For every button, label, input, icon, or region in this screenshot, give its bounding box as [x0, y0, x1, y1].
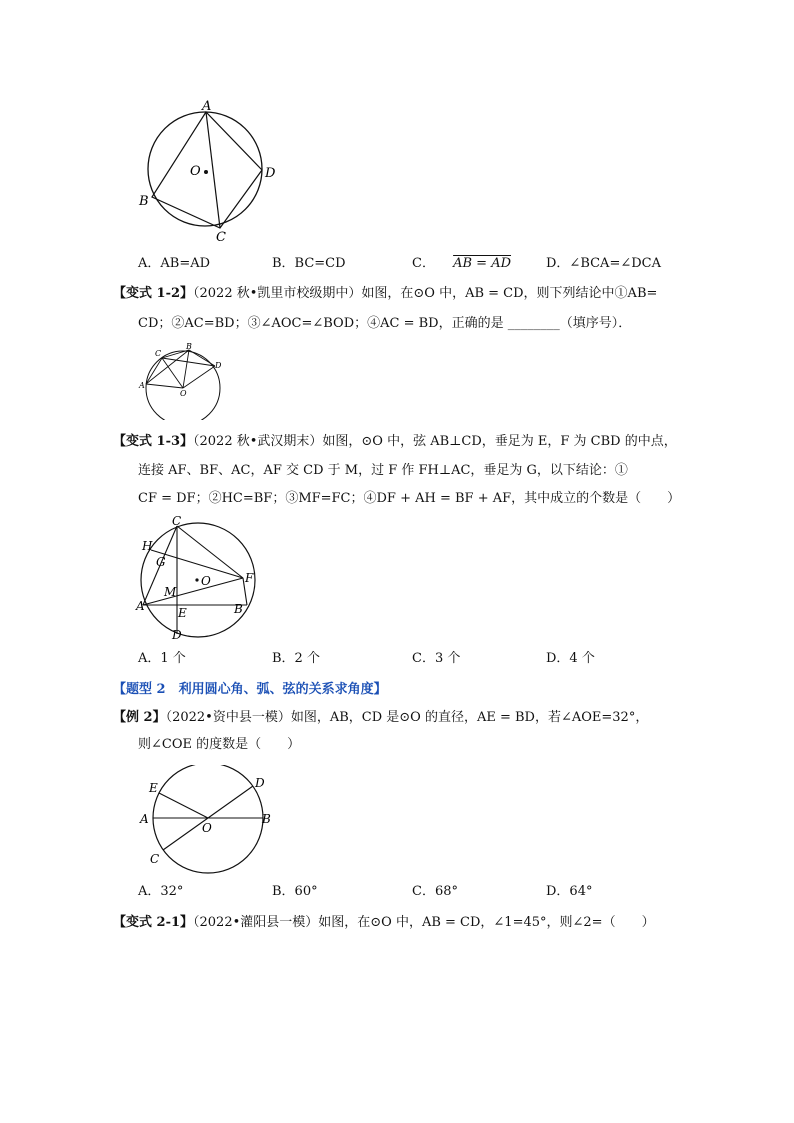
q13-line2: 连接 AF、BF、AC，AF 交 CD 于 M，过 F 作 FH⊥AC，垂足为 G，以下结论：①	[138, 463, 628, 478]
fig3-label-E: E	[178, 606, 187, 620]
q13-line1	[113, 432, 677, 452]
q13-option-a[interactable]: A．1 个	[138, 651, 186, 666]
ex2-line2: 则∠COE 的度数是（ ）	[138, 737, 301, 752]
q1-option-d[interactable]: D．∠BCA=∠DCA	[546, 256, 661, 271]
q21-text1: （2022•灌阳县一模）如图，在⊙O 中，AB = CD，∠1=45°，则∠2=（ ）	[193, 915, 655, 930]
fig1-label-B: B	[139, 194, 149, 209]
q13-option-c[interactable]: C．3 个	[412, 651, 461, 666]
fig4-label-B: B	[262, 812, 271, 826]
ex2-tag: 【例 2】	[113, 710, 166, 725]
q1-option-b[interactable]: B．BC=CD	[272, 256, 346, 271]
fig1-label-A: A	[202, 99, 212, 114]
q13-text1: （2022 秋•武汉期末）如图，⊙O 中，弦 AB⊥CD，垂足为 E，F 为 CBD 的中点，	[193, 434, 677, 449]
fig2-label-B: B	[186, 342, 192, 351]
q1-option-c-label: C．	[412, 256, 435, 271]
q13-tag: 【变式 1-3】	[113, 434, 194, 449]
figure-3-circle-perpendicular-chords	[135, 512, 265, 644]
fig2-label-O: O	[180, 389, 187, 398]
fig3-label-H: H	[142, 539, 153, 553]
section-2-title: 【题型 2 利用圆心角、弧、弦的关系求角度】	[113, 682, 387, 697]
fig4-label-A: A	[140, 812, 149, 826]
fig2-label-C: C	[155, 349, 162, 358]
fig4-label-C: C	[150, 852, 160, 866]
q12-line2: CD；②AC=BD；③∠AOC=∠BOD；④AC = BD，正确的是 ________（填序号）．	[138, 316, 632, 331]
ex2-option-a[interactable]: A．32°	[138, 884, 184, 899]
fig3-label-G: G	[156, 555, 166, 569]
ex2-text1: （2022•资中县一模）如图，AB，CD 是⊙O 的直径，AE = BD，若∠AOE=32°，	[165, 710, 649, 725]
fig3-label-M: M	[164, 585, 177, 599]
ex2-option-b[interactable]: B．60°	[272, 884, 318, 899]
fig1-label-O: O	[190, 164, 201, 179]
q13-option-b[interactable]: B．2 个	[272, 651, 320, 666]
fig3-label-C: C	[172, 514, 182, 528]
ex2-option-d[interactable]: D．64°	[546, 884, 593, 899]
figure-2-circle-chords	[135, 340, 235, 420]
q1-option-c-expr: AB = AD	[453, 256, 512, 271]
fig4-label-D: D	[255, 776, 265, 790]
fig4-label-O: O	[202, 821, 212, 835]
figure-1-circle-quadrilateral	[130, 95, 290, 245]
q13-option-d[interactable]: D．4 个	[546, 651, 595, 666]
fig3-label-B: B	[234, 602, 243, 616]
figure-4-circle-diameters	[135, 765, 285, 880]
fig3-label-A: A	[136, 599, 145, 613]
fig3-label-D: D	[172, 628, 182, 642]
q12-tag: 【变式 1-2】	[113, 286, 194, 301]
ex2-line1	[113, 708, 648, 728]
fig1-label-C: C	[216, 230, 226, 245]
q1-option-a[interactable]: A．AB=AD	[138, 256, 211, 271]
fig1-label-D: D	[265, 166, 276, 181]
q1-option-c[interactable]	[412, 254, 511, 274]
ex2-option-c[interactable]: C．68°	[412, 884, 458, 899]
fig3-label-O: O	[201, 574, 211, 588]
fig4-label-E: E	[149, 781, 158, 795]
fig3-label-F: F	[245, 571, 254, 585]
q12-line1	[113, 284, 657, 304]
q21-tag: 【变式 2-1】	[113, 915, 194, 930]
fig2-label-A: A	[139, 381, 145, 390]
q12-text1: （2022 秋•凯里市校级期中）如图，在⊙O 中，AB = CD，则下列结论中①AB=	[193, 286, 658, 301]
q13-line3: CF = DF；②HC=BF；③MF=FC；④DF + AH = BF + AF，其中成立的个数是（ ）	[138, 491, 681, 506]
fig2-label-D: D	[215, 361, 222, 370]
q21-line1	[113, 913, 655, 933]
